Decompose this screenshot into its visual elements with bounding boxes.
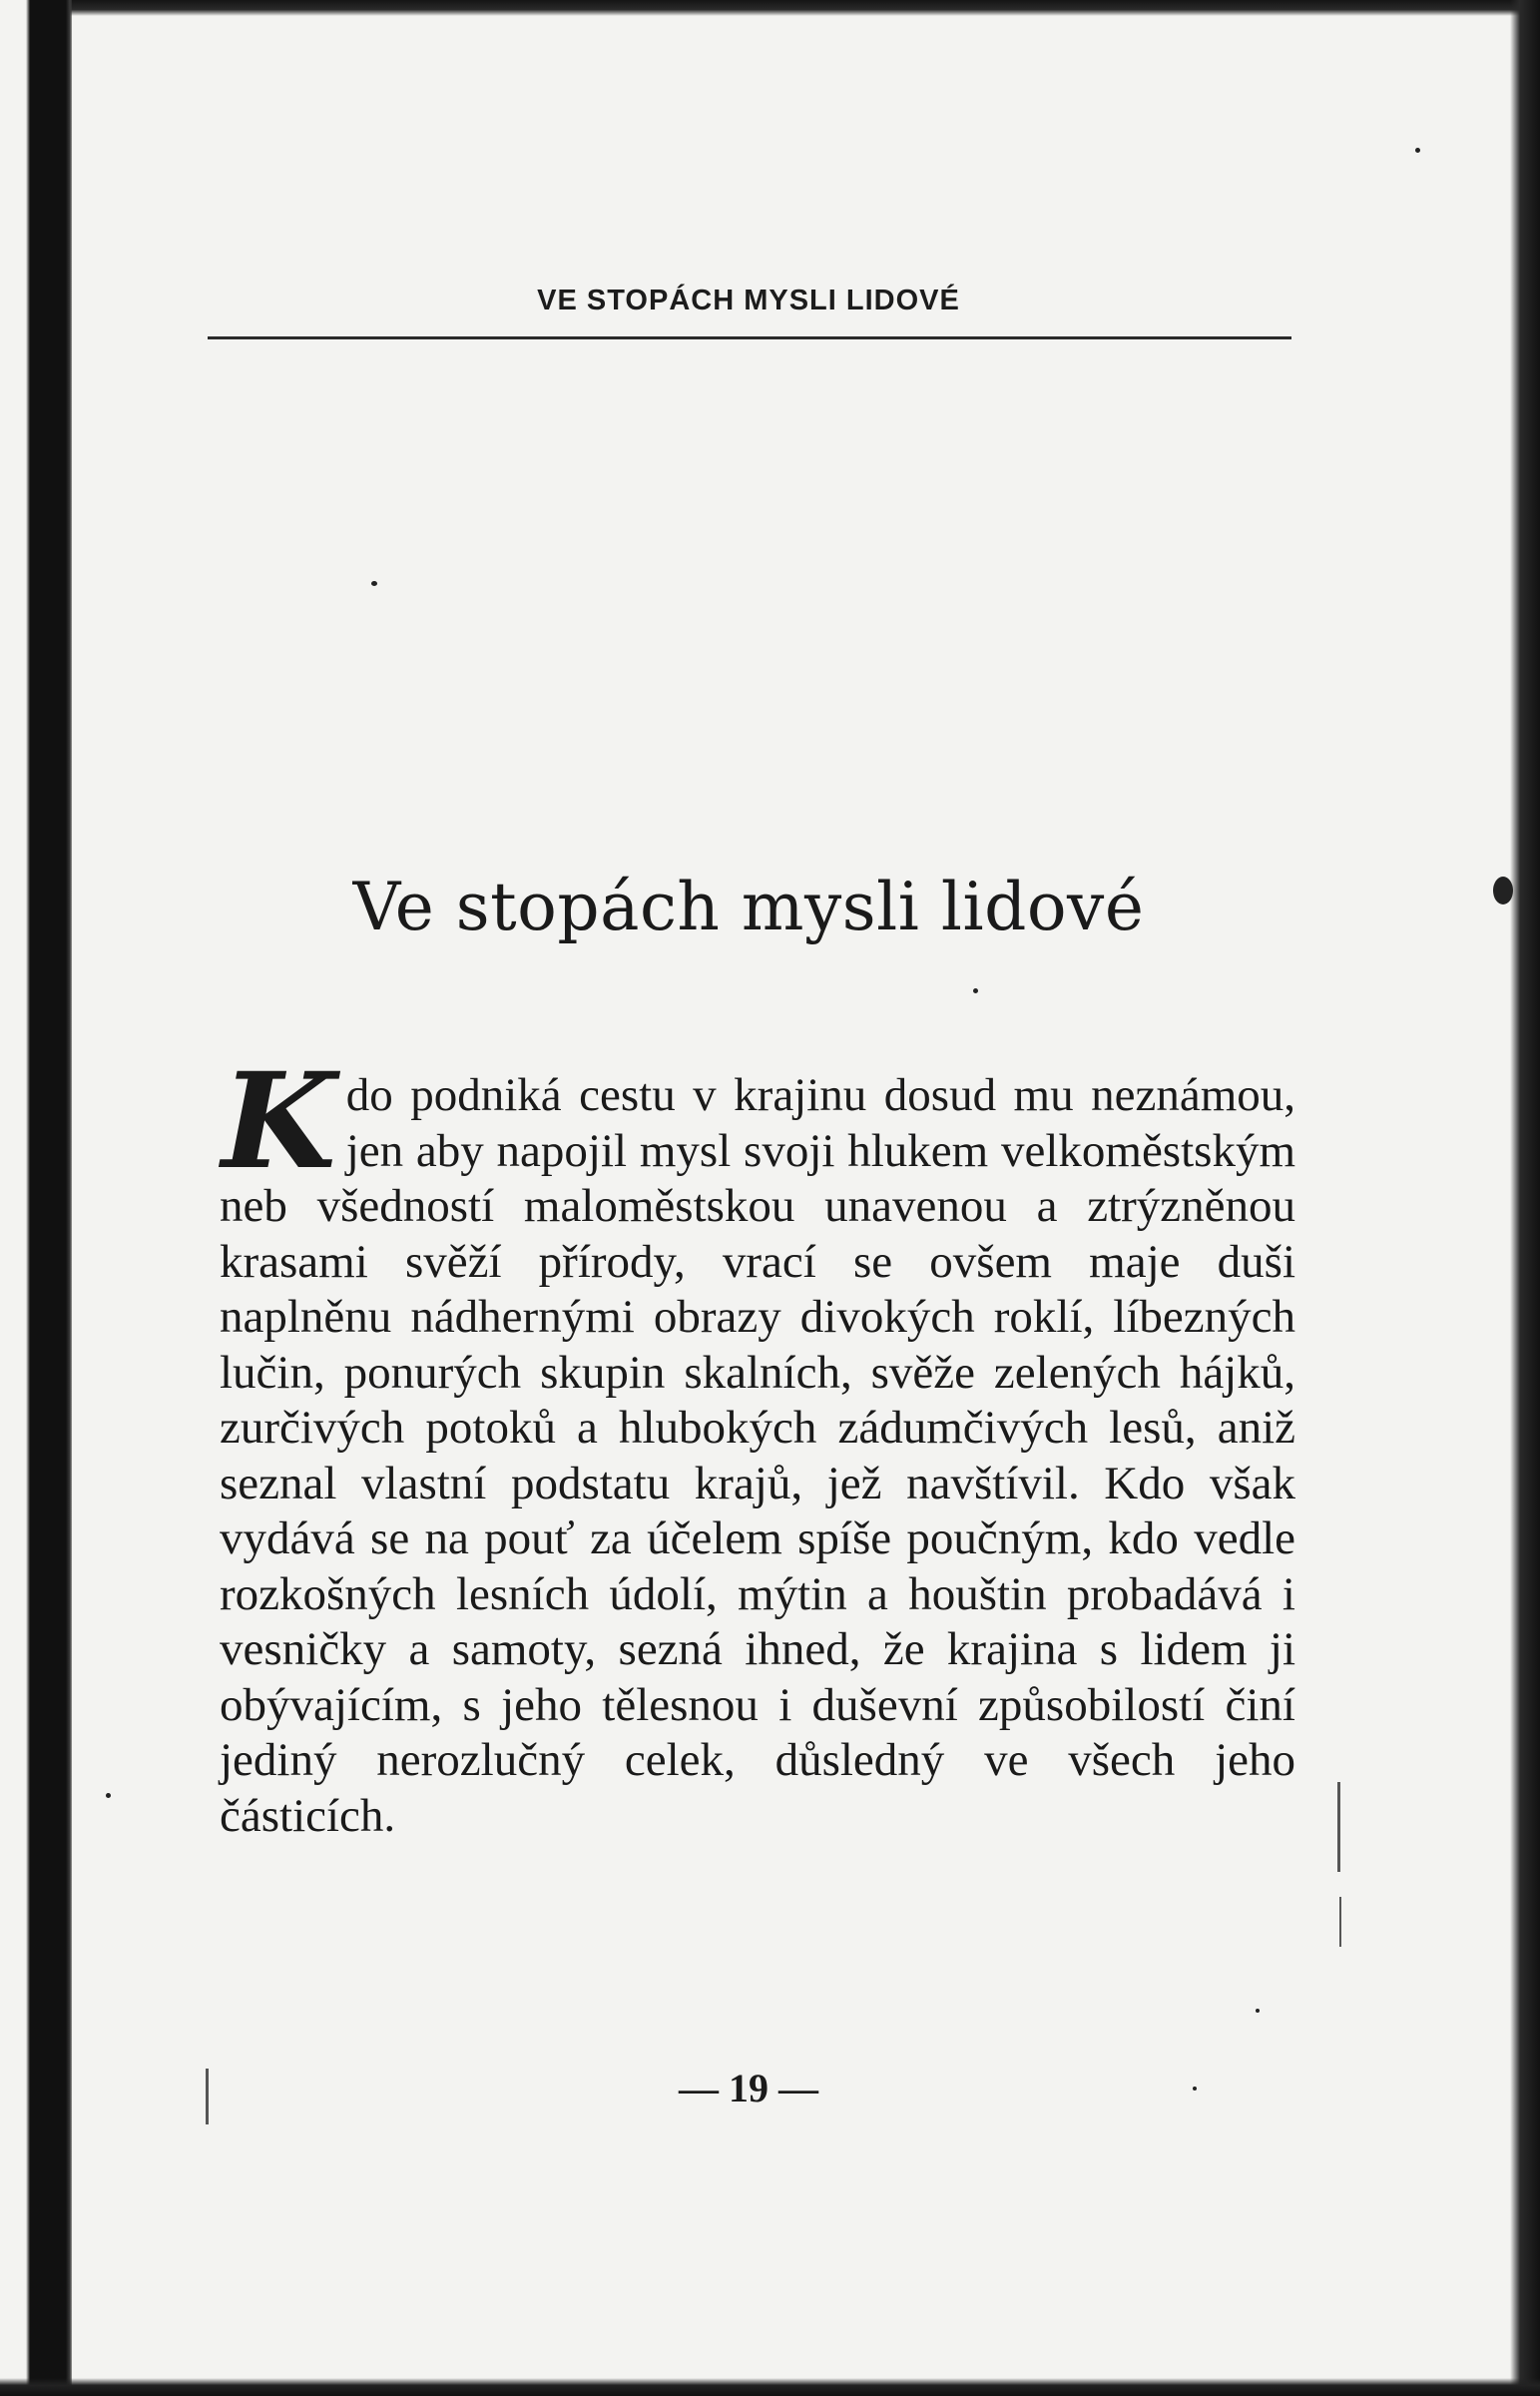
header-rule	[208, 336, 1291, 339]
scan-speck	[1193, 2087, 1197, 2091]
chapter-title: Ve stopách mysli lidové	[352, 869, 1145, 945]
scan-speck	[371, 581, 377, 586]
scan-mark	[1339, 1897, 1341, 1947]
scan-edge-top	[0, 0, 1540, 16]
scan-mark	[1337, 1782, 1340, 1872]
scan-edge-bottom	[0, 2378, 1540, 2396]
body-paragraph	[220, 1044, 1295, 1844]
scan-speck	[1256, 2009, 1260, 2013]
scan-speck	[1493, 877, 1513, 904]
page-number: — 19 —	[679, 2066, 818, 2110]
scan-speck	[1415, 148, 1420, 153]
scan-edge-left	[0, 0, 72, 2396]
scan-speck	[106, 1793, 111, 1798]
running-head: VE STOPÁCH MYSLI LIDOVÉ	[537, 285, 960, 316]
drop-cap: K	[222, 1044, 336, 1199]
paragraph-text: do podniká cestu v krajinu dosud mu neznámou, jen aby napojil mysl svoji hlukem velkoměstským neb všedností maloměstskou unavenou a ztrýzněnou krasami svěží přírody, vrací se ovšem maje duši naplněnu nádhernými obrazy divokých roklí, líbezných lučin, ponurých skupin skalních, svěže zelených hájků, zurčivých potoků a hlubokých zádumčivých lesů, aniž seznal vlastní podstatu krajů, jež navštívil. Kdo však vydává se na pouť za účelem spíše poučným, kdo vedle rozkošných lesních údolí, mýtin a houštin probadává i vesničky a samoty, sezná ihned, že krajina s lidem ji obývajícím, s jeho tělesnou i duševní způsobilostí činí jediný nerozlučný celek, důsledný ve všech jeho částicích.	[220, 1069, 1295, 1842]
scan-speck	[973, 988, 978, 993]
scan-edge-right	[1510, 0, 1540, 2396]
scan-mark	[206, 2069, 209, 2124]
